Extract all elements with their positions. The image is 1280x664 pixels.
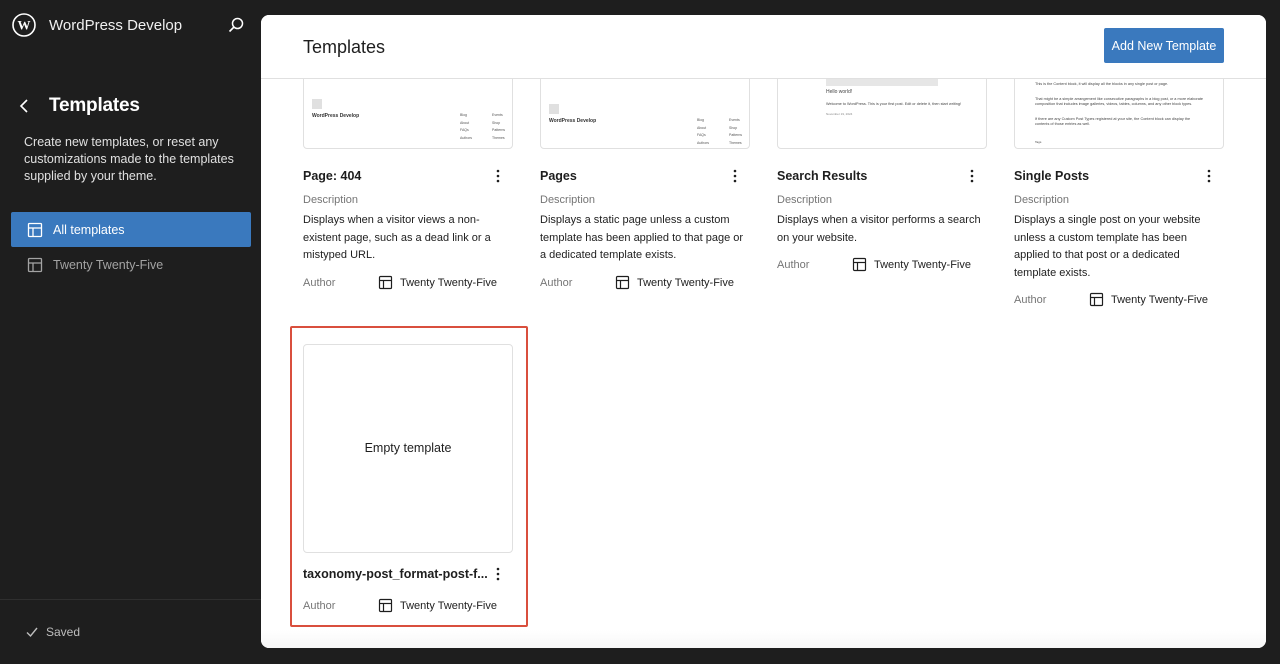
more-options-icon[interactable] bbox=[730, 168, 740, 184]
layout-icon bbox=[852, 257, 867, 272]
template-title[interactable]: Page: 404 bbox=[303, 169, 362, 183]
author-label: Author bbox=[540, 277, 573, 289]
preview-post-title: Hello world! bbox=[826, 89, 853, 95]
bottom-fade bbox=[261, 630, 1266, 648]
more-options-icon[interactable] bbox=[967, 168, 977, 184]
layout-icon bbox=[1089, 292, 1104, 307]
description-label: Description bbox=[540, 194, 596, 206]
highlight-box bbox=[290, 326, 528, 627]
preview-menu: Events Shop Patterns Themes bbox=[492, 113, 506, 140]
description-label: Description bbox=[303, 194, 359, 206]
preview-date: November 19, 2024 bbox=[826, 112, 853, 116]
check-icon bbox=[25, 625, 39, 639]
layout-icon bbox=[26, 221, 44, 239]
layout-icon bbox=[615, 275, 630, 290]
template-author: Twenty Twenty-Five bbox=[615, 275, 734, 290]
preview-paragraph: If there are any Custom Post Types registered at your site, the Content block can display the contents of those entries as well. bbox=[1035, 117, 1191, 126]
template-title[interactable]: taxonomy-post_format-post-f... bbox=[303, 567, 488, 581]
main-content bbox=[261, 15, 1266, 648]
more-options-icon[interactable] bbox=[1204, 168, 1214, 184]
sidebar-item-all-templates[interactable] bbox=[11, 212, 251, 247]
add-new-template-button[interactable]: Add New Template bbox=[1104, 28, 1224, 63]
page-header bbox=[261, 15, 1266, 79]
save-status bbox=[25, 625, 80, 639]
description-label: Description bbox=[1014, 194, 1070, 206]
sidebar-title: Templates bbox=[49, 95, 140, 116]
template-title[interactable]: Single Posts bbox=[1014, 169, 1090, 183]
sidebar-item-twenty-twenty-five[interactable] bbox=[11, 247, 251, 282]
more-options-icon[interactable] bbox=[493, 168, 503, 184]
back-chevron-icon[interactable] bbox=[16, 95, 34, 117]
sidebar-item-label: Twenty Twenty-Five bbox=[53, 257, 164, 272]
site-name[interactable]: WordPress Develop bbox=[49, 17, 183, 34]
preview-site-name: WordPress Develop bbox=[549, 118, 597, 124]
preview-logo bbox=[312, 99, 322, 109]
template-title[interactable]: Pages bbox=[540, 169, 577, 183]
preview-paragraph: That might be a simple arrangement like consecutive paragraphs in a blog post, or a more elaborate composition that includes image galleries, videos, tables, columns, and any other block types. bbox=[1035, 97, 1203, 106]
template-description: Displays a static page unless a custom template has been applied to that page or a dedicated template exists. bbox=[540, 214, 744, 261]
template-description: Displays when a visitor performs a search on your website. bbox=[777, 214, 981, 244]
preview-menu: Blog About FAQs Authors bbox=[697, 118, 710, 145]
sidebar bbox=[0, 0, 261, 663]
template-author: Twenty Twenty-Five bbox=[852, 257, 971, 272]
author-label: Author bbox=[303, 277, 336, 289]
wordpress-logo-icon[interactable] bbox=[12, 13, 36, 37]
preview-paragraph: This is the Content block, it will display all the blocks in any single post or page. bbox=[1035, 82, 1169, 86]
description-label: Description bbox=[777, 194, 833, 206]
layout-icon bbox=[378, 275, 393, 290]
sidebar-description: Create new templates, or reset any customizations made to the templates supplied by your theme. bbox=[24, 135, 234, 183]
preview-logo bbox=[549, 104, 559, 114]
template-author: Twenty Twenty-Five bbox=[378, 598, 497, 613]
author-label: Author bbox=[1014, 294, 1047, 306]
preview-site-name: WordPress Develop bbox=[312, 113, 360, 119]
page-title: Templates bbox=[303, 37, 386, 57]
template-author: Twenty Twenty-Five bbox=[1089, 292, 1208, 307]
site-hub bbox=[0, 0, 261, 50]
svg-text:W: W bbox=[17, 17, 31, 33]
template-description: Displays a single post on your website unless a custom template has been applied to that post or a dedicated template exists. bbox=[1014, 214, 1201, 279]
layout-icon bbox=[26, 256, 44, 274]
template-author: Twenty Twenty-Five bbox=[378, 275, 497, 290]
save-status-label: Saved bbox=[46, 625, 81, 639]
sidebar-item-label: All templates bbox=[53, 222, 125, 237]
template-description: Displays when a visitor views a non-existent page, such as a dead link or a mistyped URL. bbox=[303, 214, 491, 261]
preview-menu: Blog About FAQs Authors bbox=[460, 113, 473, 140]
preview-search-bar bbox=[826, 78, 938, 86]
author-label: Author bbox=[777, 259, 810, 271]
search-icon[interactable] bbox=[226, 15, 246, 35]
author-label: Author bbox=[303, 600, 336, 612]
empty-template-label: Empty template bbox=[364, 441, 452, 455]
preview-excerpt: Welcome to WordPress. This is your first post. Edit or delete it, then start writing! bbox=[826, 102, 962, 106]
template-title[interactable]: Search Results bbox=[777, 169, 868, 183]
preview-menu: Events Shop Patterns Themes bbox=[729, 118, 743, 145]
preview-tags: Tags bbox=[1035, 140, 1042, 144]
